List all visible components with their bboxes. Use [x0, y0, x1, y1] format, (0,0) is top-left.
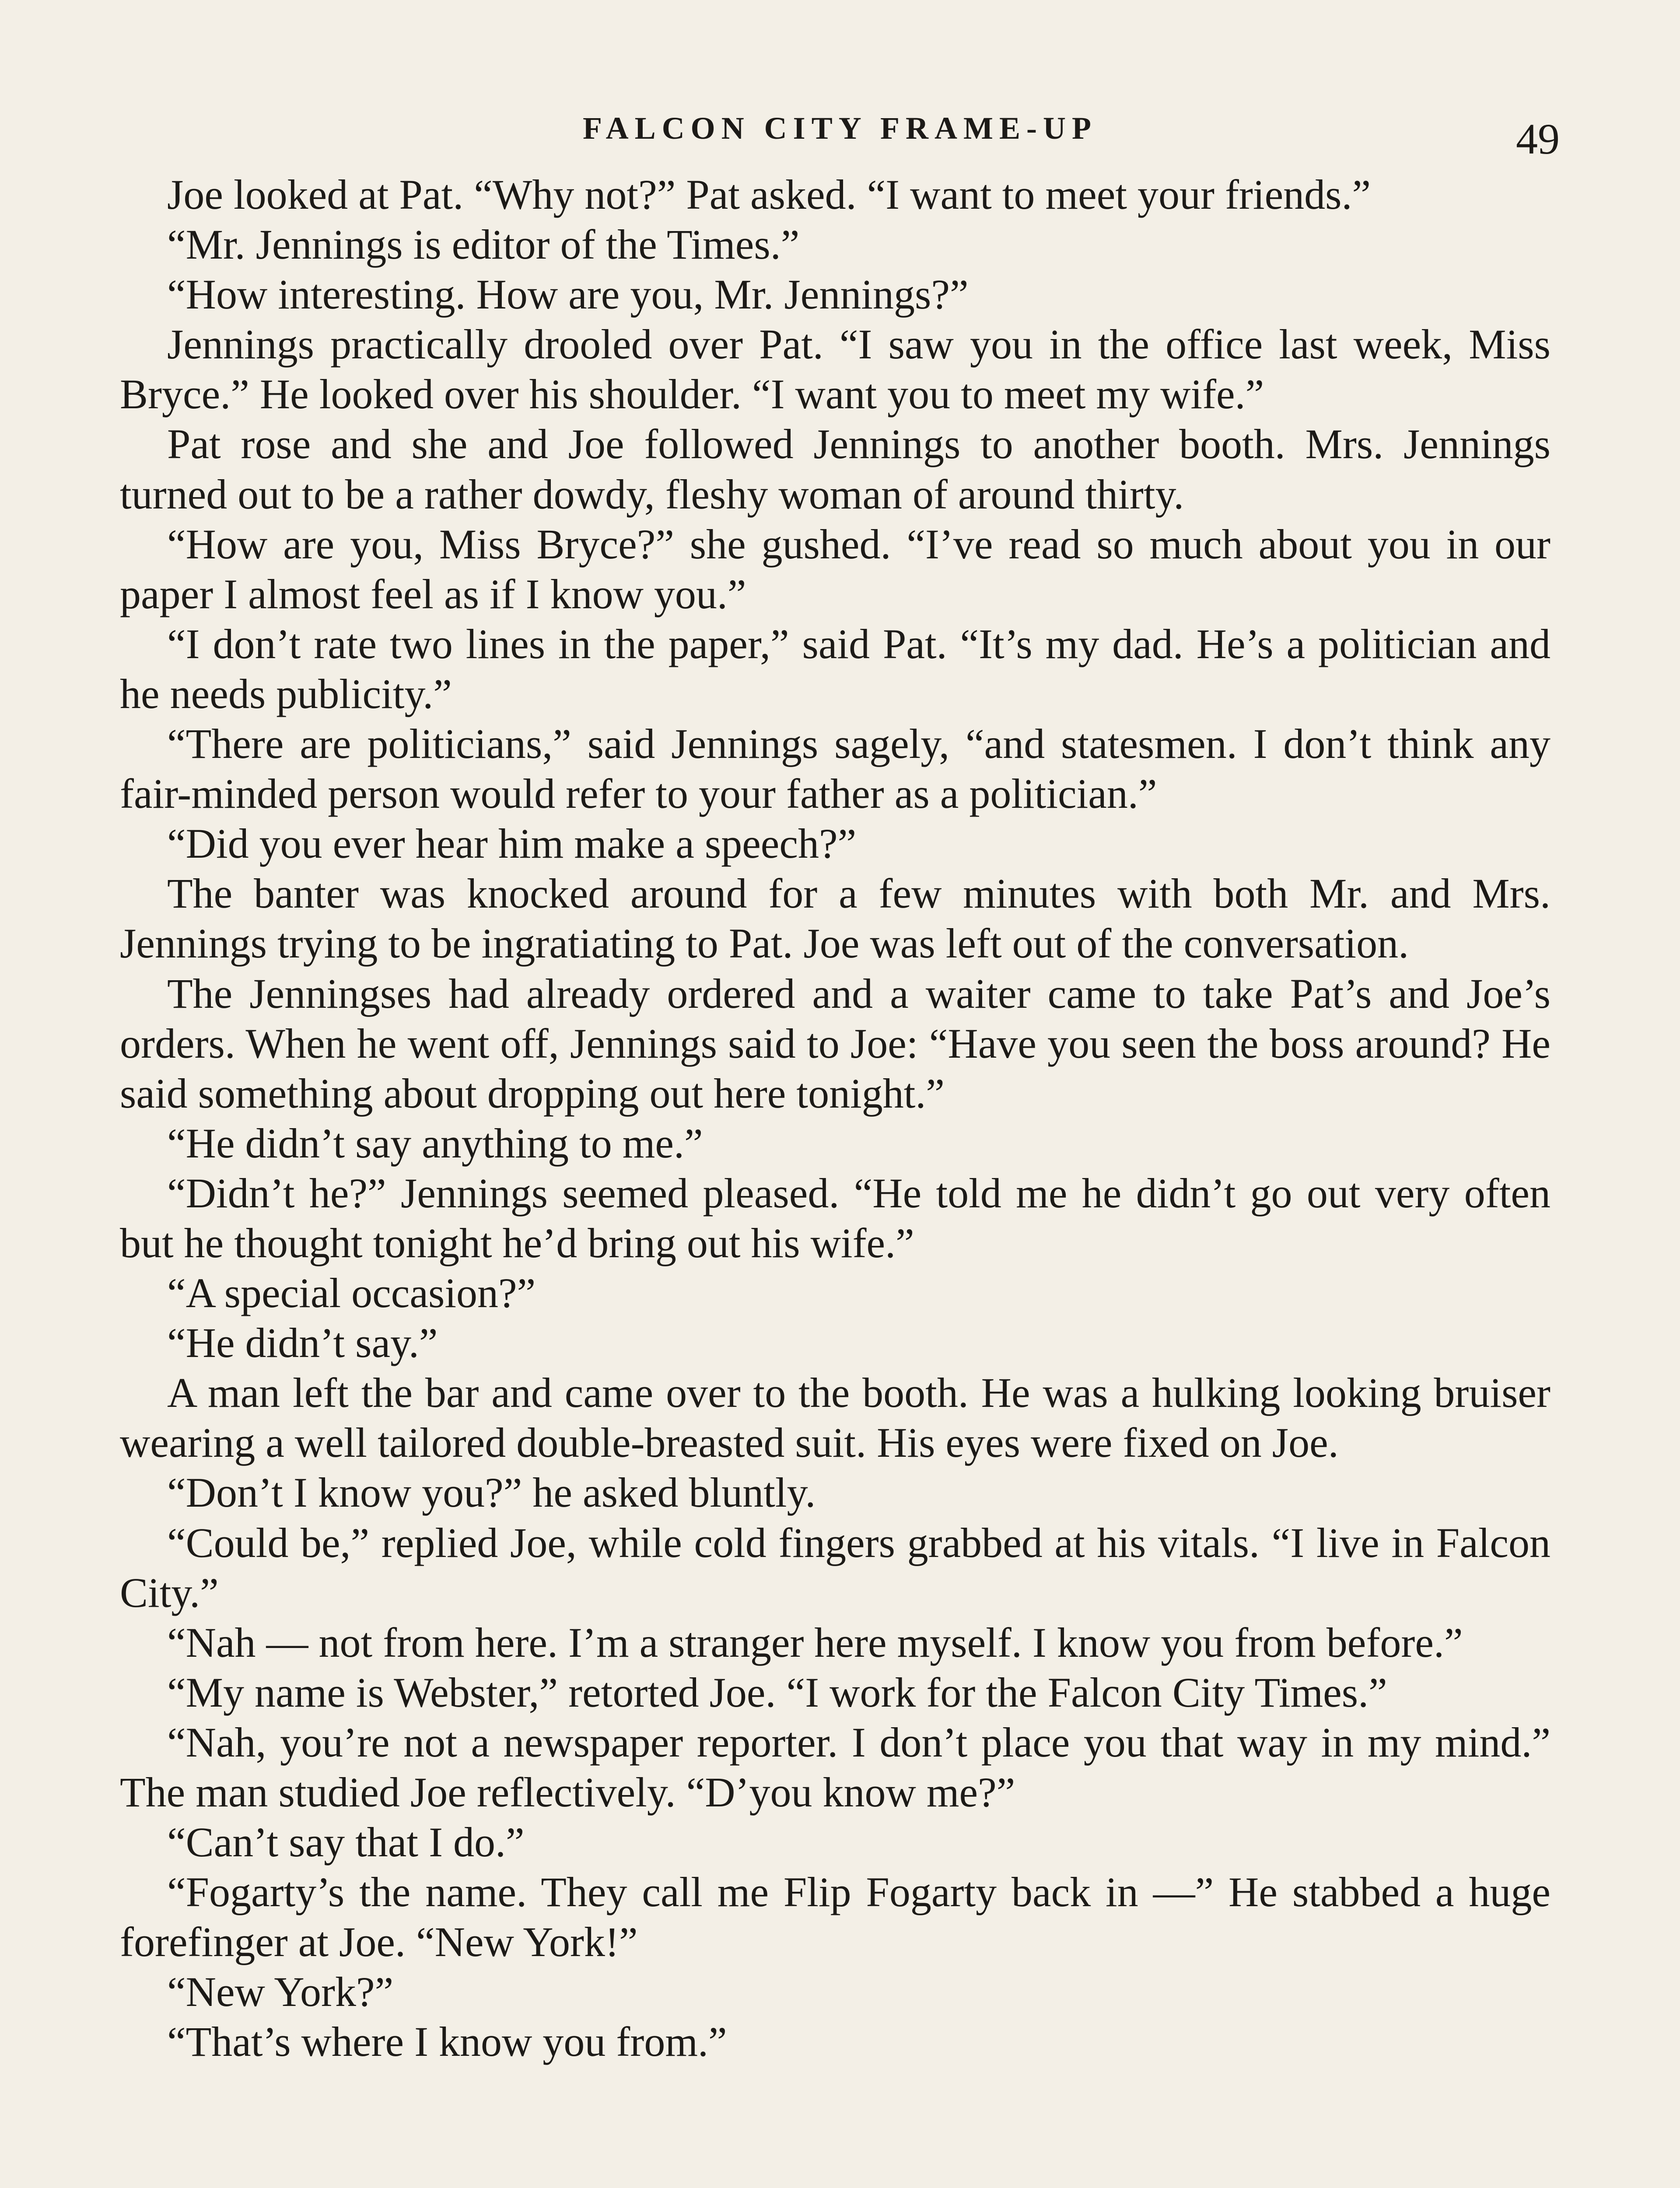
paragraph: “Can’t say that I do.”: [167, 1819, 525, 1866]
paragraph: “My name is Webster,” retorted Joe. “I work for the Falcon City Times.”: [167, 1669, 1387, 1716]
paragraph: “Mr. Jennings is editor of the Times.”: [167, 221, 800, 268]
paragraph: “Did you ever hear him make a speech?”: [167, 820, 857, 867]
paragraph: Pat rose and she and Joe followed Jennings to another booth. Mrs. Jennings turned out to be a rather dowdy, fleshy woman of around thirty.: [120, 421, 1550, 518]
page-number: 49: [1516, 115, 1560, 163]
paragraph: Joe looked at Pat. “Why not?” Pat asked. “I want to meet your friends.”: [167, 171, 1371, 218]
paragraph: “That’s where I know you from.”: [167, 2018, 727, 2065]
paragraph: “He didn’t say.”: [167, 1319, 438, 1367]
paragraph: “I don’t rate two lines in the paper,” said Pat. “It’s my dad. He’s a politician and he needs publicity.”: [120, 620, 1550, 717]
paragraph: “There are politicians,” said Jennings sagely, “and statesmen. I don’t think any fair-minded person would refer to your father as a politician.”: [120, 720, 1550, 817]
paragraph: “How interesting. How are you, Mr. Jennings?”: [167, 271, 969, 318]
paragraph: “Could be,” replied Joe, while cold fingers grabbed at his vitals. “I live in Falcon City.”: [120, 1519, 1550, 1616]
body-text: [120, 170, 1550, 2067]
paragraph: The Jenningses had already ordered and a waiter came to take Pat’s and Joe’s orders. When he went off, Jennings said to Joe: “Have you seen the boss around? He said something about dropping out here tonight.”: [120, 970, 1550, 1117]
paragraph: “Nah — not from here. I’m a stranger here myself. I know you from before.”: [167, 1619, 1463, 1666]
paragraph: Jennings practically drooled over Pat. “I saw you in the office last week, Miss Bryce.” He looked over his shoulder. “I want you to meet my wife.”: [120, 321, 1550, 418]
page-header: [0, 101, 1680, 166]
paragraph: “Nah, you’re not a newspaper reporter. I don’t place you that way in my mind.” The man studied Joe reflectively. “D’you know me?”: [120, 1718, 1550, 1816]
paragraph: “Didn’t he?” Jennings seemed pleased. “He told me he didn’t go out very often but he thought tonight he’d bring out his wife.”: [120, 1169, 1550, 1266]
paragraph: “A special occasion?”: [167, 1269, 536, 1317]
paragraph: “Don’t I know you?” he asked bluntly.: [167, 1469, 816, 1516]
running-title: FALCON CITY FRAME-UP: [583, 111, 1097, 146]
paragraph: “How are you, Miss Bryce?” she gushed. “I’ve read so much about you in our paper I almost feel as if I know you.”: [120, 520, 1550, 617]
paragraph: “He didn’t say anything to me.”: [167, 1119, 703, 1167]
paragraph: The banter was knocked around for a few minutes with both Mr. and Mrs. Jennings trying to be ingratiating to Pat. Joe was left out of the conversation.: [120, 870, 1550, 967]
paragraph: “Fogarty’s the name. They call me Flip Fogarty back in —” He stabbed a huge forefinger at Joe. “New York!”: [120, 1869, 1550, 1966]
paragraph: A man left the bar and came over to the booth. He was a hulking looking bruiser wearing a well tailored double-breasted suit. His eyes were fixed on Joe.: [120, 1369, 1550, 1466]
paragraph: “New York?”: [167, 1968, 394, 2016]
